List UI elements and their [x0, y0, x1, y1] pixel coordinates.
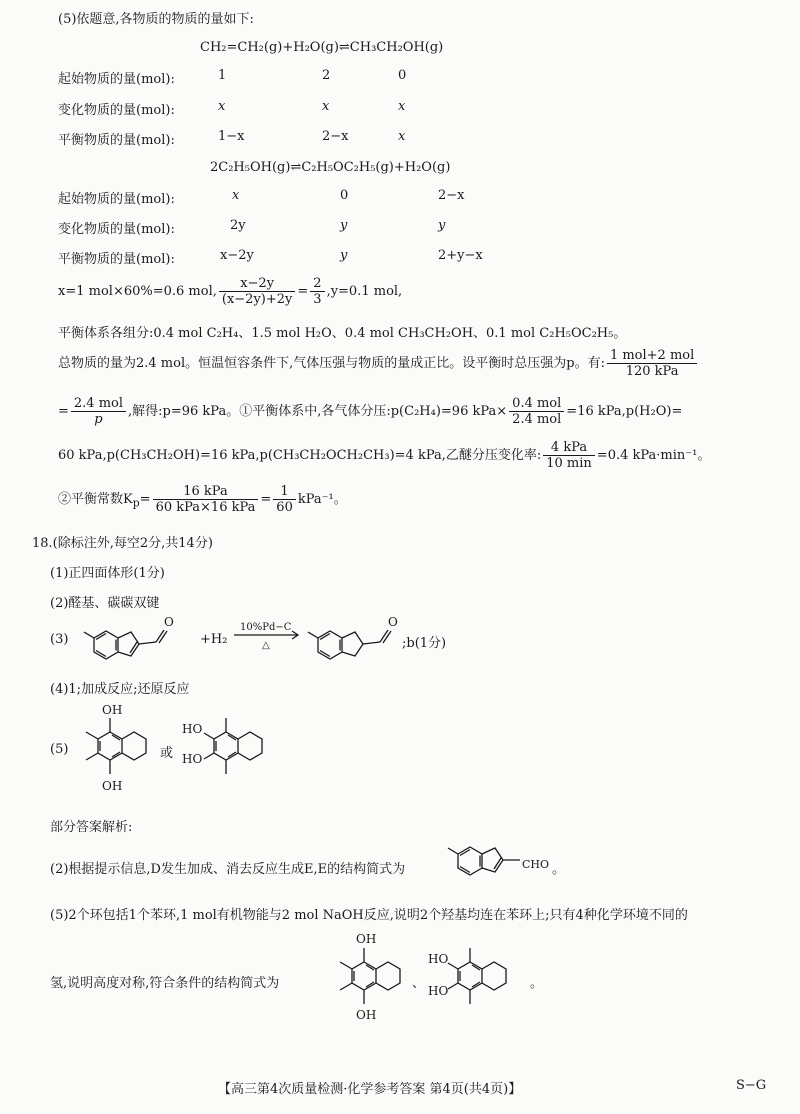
t1-label-change: 变化物质的量(mol):: [58, 103, 175, 118]
kp-eq: =: [139, 492, 151, 507]
total-line: [58, 348, 699, 379]
q18-answer-3-tail: ;b(1分): [402, 636, 447, 651]
t2-eq-3: 2+y−x: [438, 248, 483, 263]
kp-a: ②平衡常数K: [58, 492, 133, 507]
total-num: 1 mol+2 mol: [607, 348, 697, 364]
p-rest: ,解得:p=96 kPa。①平衡体系中,各气体分压:p(C₂H₄)=96 kPa×: [128, 404, 508, 419]
t1-start-1: 1: [218, 68, 227, 83]
svg-text:O: O: [388, 615, 398, 629]
t2-label-change: 变化物质的量(mol):: [58, 222, 175, 237]
reaction-arrow-icon: [232, 630, 302, 640]
oh-top-a: OH: [102, 703, 123, 717]
t2-eq-1: x−2y: [220, 248, 254, 263]
rate-num: 4 kPa: [543, 440, 595, 456]
calc1-a: x=1 mol×60%=0.6 mol,: [58, 284, 217, 299]
explain-2: (2)根据提示信息,D发生加成、消去反应生成E,E的结构简式为: [50, 862, 406, 877]
oh-bottom-a: OH: [102, 779, 123, 793]
t1-change-1: x: [218, 99, 226, 114]
t1-label-start: 起始物质的量(mol):: [58, 72, 175, 87]
calc1-fraction: [219, 276, 296, 307]
p-eq: =: [58, 404, 69, 419]
q18-answer-2: (2)醛基、碳碳双键: [50, 596, 160, 611]
plus-h2: +H₂: [200, 632, 228, 647]
t1-start-3: 0: [398, 68, 407, 83]
t1-change-2: x: [322, 99, 330, 114]
rate-den: 10 min: [546, 456, 592, 471]
ho-bottom-b: HO: [182, 752, 203, 766]
kp-fraction: [153, 484, 259, 515]
calc1-fraction-2: [310, 276, 324, 307]
p-tail: =16 kPa,p(H₂O)=: [566, 404, 683, 419]
kp-den: 60 kPa×16 kPa: [155, 500, 256, 515]
q18-answer-5-label: (5): [50, 742, 69, 757]
rate-tail: =0.4 kPa·min⁻¹。: [596, 448, 711, 463]
t2-label-start: 起始物质的量(mol):: [58, 192, 175, 207]
kp-unit: kPa⁻¹。: [297, 492, 347, 507]
ho-top-b: HO: [182, 722, 203, 736]
composition-line: 平衡体系各组分:0.4 mol C₂H₄、1.5 mol H₂O、0.4 mol CH₃CH₂OH、0.1 mol C₂H₅OC₂H₅。: [58, 326, 627, 341]
calc1-eq: =: [297, 284, 309, 299]
p-fraction-2: [509, 396, 564, 427]
kp-fnum: 1: [273, 484, 296, 500]
total-den: 120 kPa: [625, 364, 679, 379]
total-fraction: [607, 348, 697, 379]
equation-1: CH₂=CH₂(g)+H₂O(g)⇌CH₃CH₂OH(g): [200, 40, 444, 55]
t2-eq-2: y: [340, 248, 348, 263]
equation-2: 2C₂H₅OH(g)⇌C₂H₅OC₂H₅(g)+H₂O(g): [210, 160, 451, 175]
p-num: 2.4 mol: [71, 396, 126, 412]
t2-start-1: x: [232, 188, 240, 203]
rate-fraction: [543, 440, 595, 471]
q18-answer-4: (4)1;加成反应;还原反应: [50, 682, 190, 697]
explain-oh-top: OH: [356, 932, 377, 946]
footer-title: 【高三第4次质量检测·化学参考答案 第4页(共4页)】: [218, 1082, 522, 1097]
cho-label: CHO: [522, 858, 550, 871]
kp-eq2: =: [260, 492, 272, 507]
kp-fden: 60: [276, 500, 293, 515]
explain-ho-top: HO: [428, 952, 449, 966]
p-fden: 2.4 mol: [512, 412, 562, 427]
t1-start-2: 2: [322, 68, 331, 83]
kp-num: 16 kPa: [153, 484, 259, 500]
partial-analysis-title: 部分答案解析:: [50, 820, 133, 835]
t2-change-2: y: [340, 218, 348, 233]
kp-fraction-2: [273, 484, 296, 515]
t2-label-eq: 平衡物质的量(mol):: [58, 252, 175, 267]
calc1-fnum: 2: [310, 276, 324, 292]
explain-oh-bottom: OH: [356, 1008, 377, 1022]
explain-ho-bottom: HO: [428, 984, 449, 998]
catalyst-label: 10%Pd−C: [240, 622, 292, 633]
explain-separator: 、: [412, 976, 426, 991]
q18-answer-3-label: (3): [50, 632, 69, 647]
p-den: p: [94, 412, 103, 427]
total-text: 总物质的量为2.4 mol。恒温恒容条件下,气体压强与物质的量成正比。设平衡时总压强为p。有:: [58, 356, 605, 371]
t1-eq-2: 2−x: [322, 129, 349, 144]
t1-eq-3: x: [398, 129, 406, 144]
explain-5-line-1: (5)2个环包括1个苯环,1 mol有机物能与2 mol NaOH反应,说明2个羟基均连在苯环上;只有4种化学环境不同的: [50, 908, 688, 923]
t2-start-2: 0: [340, 188, 349, 203]
q18-answer-1: (1)正四面体形(1分): [50, 566, 165, 581]
t2-change-1: 2y: [230, 218, 246, 233]
t1-label-eq: 平衡物质的量(mol):: [58, 133, 175, 148]
calc-line-1: [58, 276, 402, 307]
partial-pressure-line: [58, 440, 710, 471]
svg-text:O: O: [164, 615, 174, 629]
calc1-num: x−2y: [219, 276, 296, 292]
explain-5-line-2: 氢,说明高度对称,符合条件的结构简式为: [50, 976, 280, 991]
explain-2-end: 。: [552, 862, 566, 877]
p-fraction: [71, 396, 126, 427]
calc1-b: ,y=0.1 mol,: [326, 284, 403, 299]
q17-intro: (5)依题意,各物质的物质的量如下:: [58, 12, 254, 27]
pressure-line: [58, 396, 682, 427]
kp-sub: p: [132, 496, 140, 510]
pp-text: 60 kPa,p(CH₃CH₂OH)=16 kPa,p(CH₃CH₂OCH₂CH₃)=4 kPa,乙醚分压变化率:: [58, 448, 542, 463]
indene-aldehyde-structure: [76, 608, 206, 668]
kp-line: [58, 484, 347, 515]
q18-header: 18.(除标注外,每空2分,共14分): [32, 536, 213, 551]
t2-start-3: 2−x: [438, 188, 465, 203]
calc1-fden: 3: [313, 292, 322, 307]
explain-5-end: 。: [530, 976, 544, 991]
or-text: 或: [160, 746, 174, 761]
t2-change-3: y: [438, 218, 446, 233]
t1-eq-1: 1−x: [218, 129, 245, 144]
heat-symbol: △: [262, 640, 270, 651]
footer-code: S−G: [736, 1078, 767, 1093]
p-fnum: 0.4 mol: [509, 396, 564, 412]
calc1-den: (x−2y)+2y: [221, 292, 293, 307]
t1-change-3: x: [398, 99, 406, 114]
